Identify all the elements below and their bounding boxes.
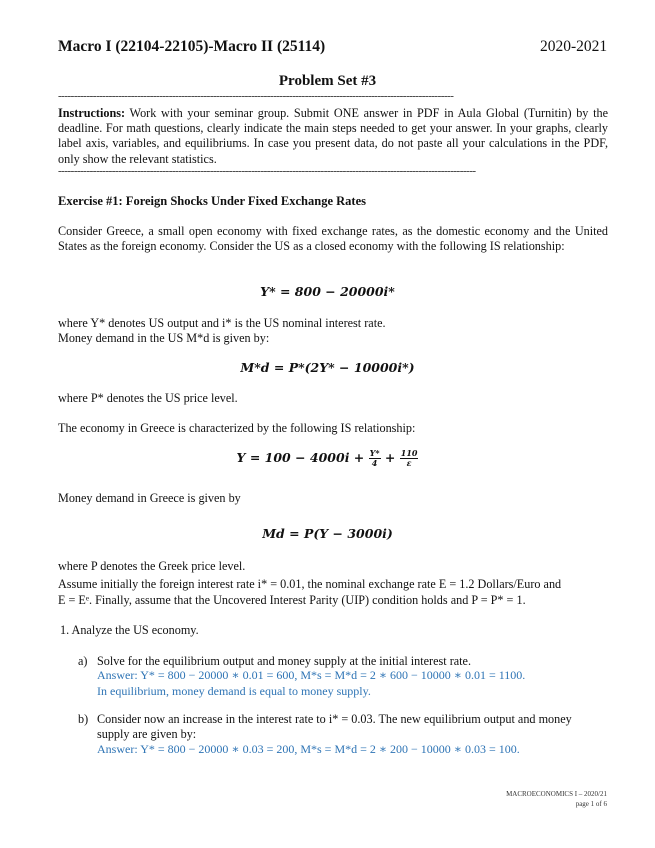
fraction-110-over-epsilon xyxy=(400,449,419,468)
exercise-intro: Consider Greece, a small open economy with fixed exchange rates, as the domestic economy and the United States as the foreign economy. Consider the US as a closed economy with the following IS relationship: xyxy=(58,224,608,254)
answer-b-equation: Answer: Y* = 800 − 20000 ∗ 0.03 = 200, M*s = M*d = 2 ∗ 200 − 10000 ∗ 0.03 = 100. xyxy=(97,742,520,756)
question-1: 1. Analyze the US economy. xyxy=(60,623,199,637)
equation-us-money-demand: M*d = P*(2Y* − 10000i*) xyxy=(240,360,415,375)
assumption-line-1: Assume initially the foreign interest rate i* = 0.01, the nominal exchange rate E = 1.2 Dollars/Euro and xyxy=(58,577,562,591)
fraction-y-star-over-4 xyxy=(369,449,381,468)
question-b-text-1: Consider now an increase in the interest rate to i* = 0.03. The new equilibrium output and money xyxy=(97,712,572,726)
course-title: Macro I (22104-22105)-Macro II (25114) xyxy=(58,38,326,55)
equation-greece-money-demand: Md = P(Y − 3000i) xyxy=(262,526,393,541)
where-us-price: where P* denotes the US price level. xyxy=(58,391,238,405)
footer-course: MACROECONOMICS I – 2020/21 xyxy=(506,790,607,798)
eq3-plus: + xyxy=(384,450,396,465)
money-demand-us-label: Money demand in the US M*d is given by: xyxy=(58,331,270,345)
question-a-text: Solve for the equilibrium output and money supply at the initial interest rate. xyxy=(97,654,472,668)
question-b-text-2: supply are given by: xyxy=(97,727,197,741)
equation-greece-is xyxy=(0,449,655,468)
instructions xyxy=(58,106,608,167)
frac2-num: 110 xyxy=(400,448,418,458)
where-us-output: where Y* denotes US output and i* is the US nominal interest rate. xyxy=(58,316,386,330)
where-greek-price: where P denotes the Greek price level. xyxy=(58,559,246,573)
question-b-label: b) xyxy=(78,712,89,726)
answer-a-equation: Answer: Y* = 800 − 20000 ∗ 0.01 = 600, M*s = M*d = 2 ∗ 600 − 10000 ∗ 0.01 = 1100. xyxy=(97,668,526,682)
equation-us-is: Y* = 800 − 20000i* xyxy=(260,284,395,299)
page-title: Problem Set #3 xyxy=(278,73,377,89)
greece-is-label: The economy in Greece is characterized by the following IS relationship: xyxy=(58,421,416,435)
divider-top: ----------------------------------------------------------------------------------------------------------------------------- xyxy=(58,90,454,102)
frac1-num: Y* xyxy=(369,448,380,458)
exercise-heading: Exercise #1: Foreign Shocks Under Fixed Exchange Rates xyxy=(58,194,366,208)
frac1-den: 4 xyxy=(371,458,378,468)
eq3-main: Y = 100 − 4000i + xyxy=(236,450,365,465)
footer-page-number: page 1 of 6 xyxy=(575,800,607,808)
instructions-text: Work with your seminar group. Submit ONE answer in PDF in Aula Global (Turnitin) by the deadline. For math questions, clearly indicate the main steps needed to get your answer. In your graphs, clearly label axis, variables, and equilibriums. In case you present data, do not paste all your calculations in the PDF, only show the relevant statistics. xyxy=(58,106,608,166)
divider-bottom: ------------------------------------------------------------------------------------------------------------------------------------ xyxy=(58,165,476,177)
question-a-label: a) xyxy=(78,654,88,668)
greece-money-demand-label: Money demand in Greece is given by xyxy=(58,491,241,505)
frac2-den: ε xyxy=(406,458,412,468)
academic-year: 2020-2021 xyxy=(540,38,608,55)
assumption-line-2: E = Eᵉ. Finally, assume that the Uncovered Interest Parity (UIP) condition holds and P = P* = 1. xyxy=(58,593,526,607)
instructions-label: Instructions: xyxy=(58,106,126,120)
answer-a-note: In equilibrium, money demand is equal to money supply. xyxy=(97,684,371,698)
